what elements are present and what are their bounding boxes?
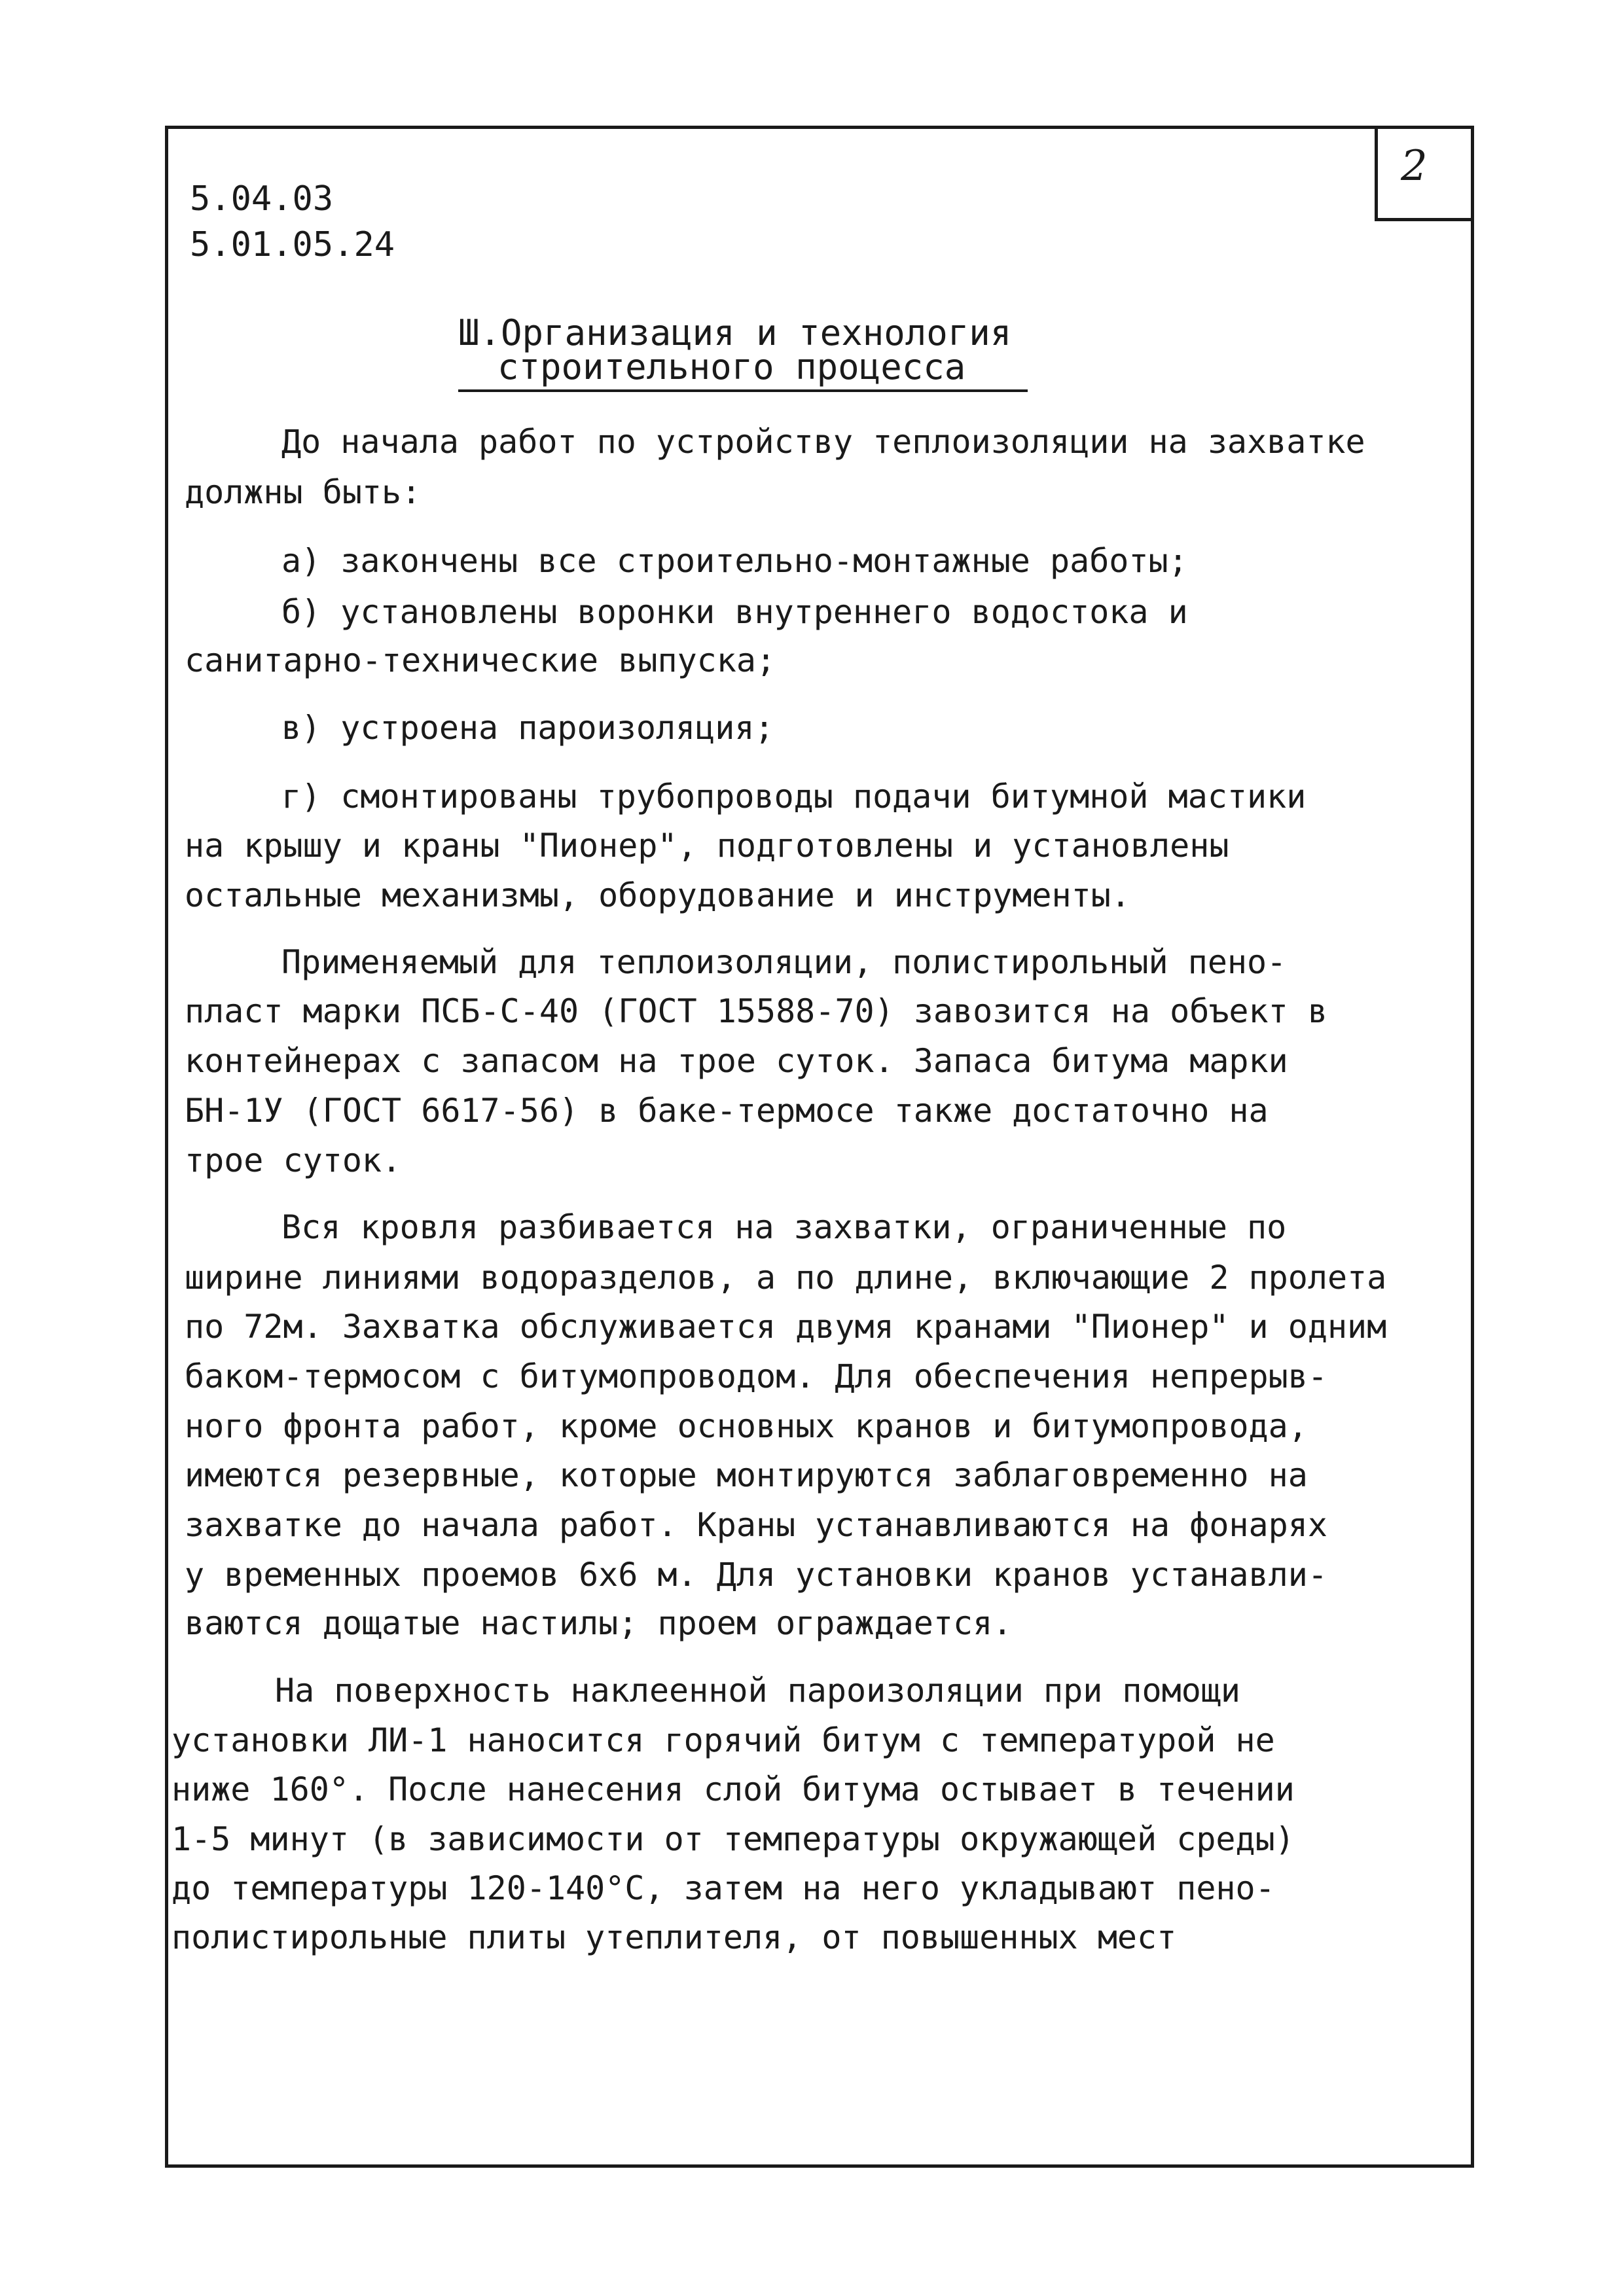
paragraph-line: полистирольные плиты утеплителя, от повышенных мест <box>171 1918 1177 1956</box>
paragraph-line: баком-термосом с битумопроводом. Для обеспечения непрерыв- <box>185 1357 1327 1395</box>
page-number: 2 <box>1401 142 1428 190</box>
paragraph-line: должны быть: <box>185 473 422 511</box>
document-code-2: 5.01.05.24 <box>190 225 395 264</box>
paragraph-line: установки ЛИ-1 наносится горячий битум с температурой не <box>171 1721 1275 1759</box>
list-item-c: в) устроена пароизоляция; <box>281 709 774 747</box>
paragraph-line: остальные механизмы, оборудование и инструменты. <box>185 876 1130 914</box>
paragraph-line: трое суток. <box>185 1141 402 1179</box>
paragraph-line: санитарно-технические выпуска; <box>185 641 776 679</box>
list-item-a: а) закончены все строительно-монтажные работы; <box>281 542 1188 580</box>
section-title-line-1: Ш.Организация и технология <box>458 312 1012 353</box>
paragraph-line: до температуры 120-140°С, затем на него укладывают пено- <box>171 1869 1275 1907</box>
list-item-d: г) смонтированы трубопроводы подачи битумной мастики <box>281 778 1307 816</box>
paragraph-line: ваются дощатые настилы; проем ограждается. <box>185 1604 1013 1642</box>
paragraph-line: До начала работ по устройству теплоизоляции на захватке <box>281 423 1365 461</box>
paragraph-line: на крышу и краны "Пионер", подготовлены и установлены <box>185 827 1229 865</box>
paragraph-line: контейнерах с запасом на трое суток. Запаса битума марки <box>185 1042 1288 1080</box>
paragraph-line: На поверхность наклеенной пароизоляции при помощи <box>275 1672 1241 1710</box>
paragraph-line: захватке до начала работ. Краны устанавливаются на фонарях <box>185 1506 1327 1544</box>
paragraph-line: по 72м. Захватка обслуживается двумя кранами "Пионер" и одним <box>185 1308 1387 1346</box>
list-item-b: б) установлены воронки внутреннего водостока и <box>281 593 1188 631</box>
paragraph-line: Вся кровля разбивается на захватки, ограниченные по <box>281 1208 1287 1246</box>
paragraph-line: ного фронта работ, кроме основных кранов и битумопровода, <box>185 1407 1308 1445</box>
paragraph-line: 1-5 минут (в зависимости от температуры окружающей среды) <box>171 1820 1295 1858</box>
section-title-line-2: строительного процесса <box>497 346 966 387</box>
paragraph-line: у временных проемов 6х6 м. Для установки кранов устанавли- <box>185 1556 1327 1594</box>
paragraph-line: пласт марки ПСБ-С-40 (ГОСТ 15588-70) завозится на объект в <box>185 992 1327 1030</box>
paragraph-line: БН-1У (ГОСТ 6617-56) в баке-термосе также достаточно на <box>185 1092 1269 1130</box>
paragraph-line: Применяемый для теплоизоляции, полистирольный пено- <box>281 943 1287 981</box>
paragraph-line: ниже 160°. После нанесения слой битума остывает в течении <box>171 1770 1295 1808</box>
document-code-1: 5.04.03 <box>190 179 334 219</box>
title-underline <box>458 389 1028 392</box>
paragraph-line: имеются резервные, которые монтируются заблаговременно на <box>185 1456 1308 1494</box>
paragraph-line: ширине линиями водоразделов, а по длине, включающие 2 пролета <box>185 1259 1387 1297</box>
